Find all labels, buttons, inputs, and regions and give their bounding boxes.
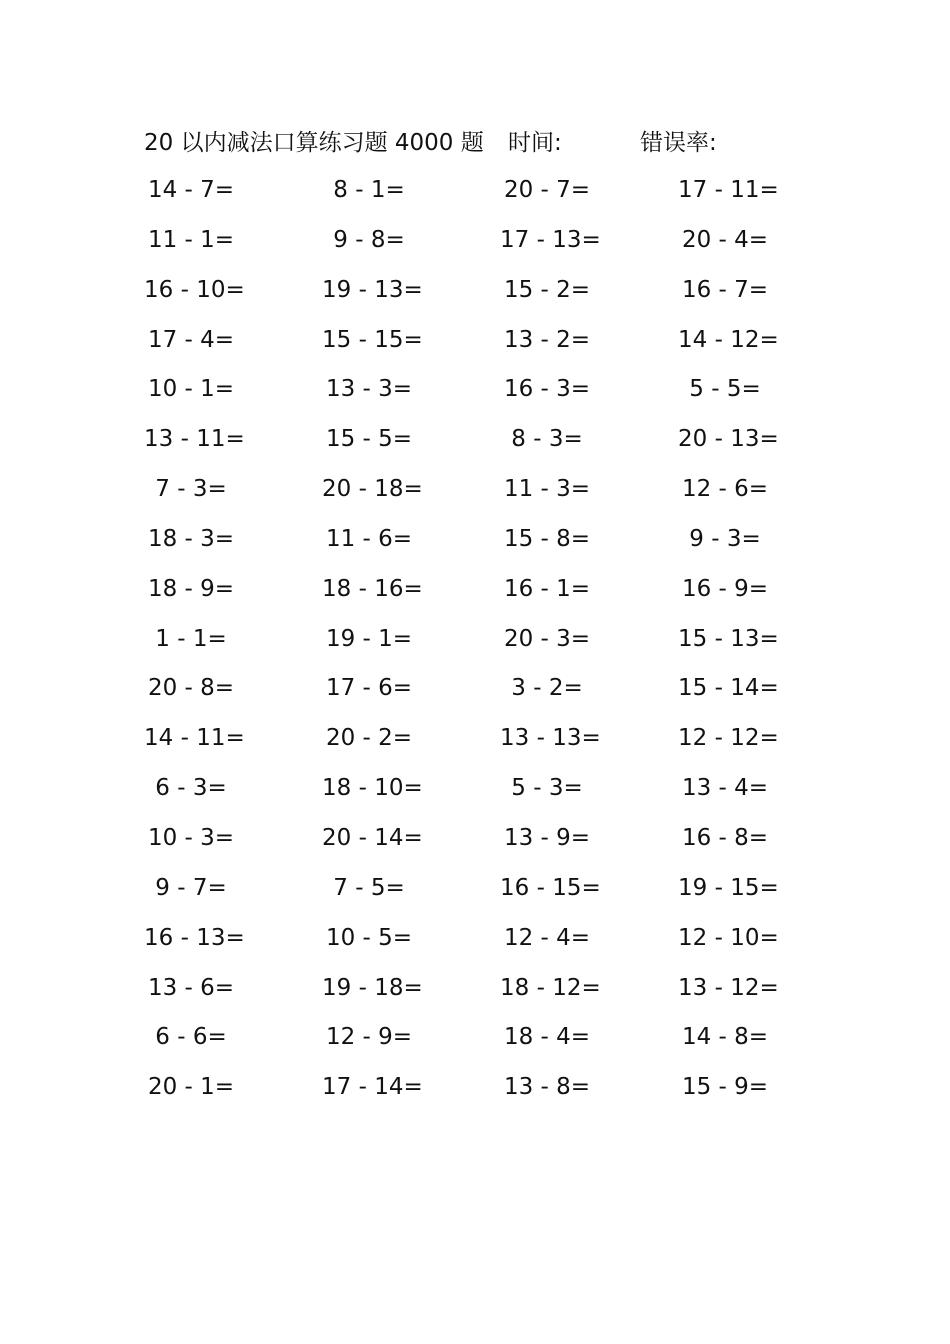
problem-item: 14 - 11= [144,725,245,752]
problem-item: 10 - 1= [147,376,235,403]
problem-item: 15 - 5= [325,426,413,453]
problem-item: 19 - 1= [325,625,413,652]
problem-item: 16 - 1= [503,575,591,602]
problem-item: 12 - 6= [681,476,769,503]
problem-item: 14 - 7= [147,177,235,203]
problem-item: 13 - 2= [503,326,591,353]
problem-item: 20 - 13= [678,426,779,453]
problem-item: 20 - 14= [322,824,423,851]
problem-item: 8 - 1= [333,177,405,203]
problem-item: 16 - 3= [503,376,591,403]
problem-item: 18 - 12= [500,974,601,1001]
problem-item: 15 - 14= [678,675,779,702]
problem-item: 20 - 8= [147,675,235,702]
problem-item: 15 - 9= [681,1074,769,1101]
problem-item: 17 - 6= [325,675,413,702]
problem-item: 12 - 9= [325,1024,413,1051]
worksheet-header [144,125,844,161]
problem-item: 9 - 7= [155,874,227,901]
problem-item: 10 - 5= [325,924,413,951]
problem-item: 17 - 13= [500,226,601,253]
problem-item: 13 - 8= [503,1074,591,1101]
error-rate-label: 错误率: [640,130,717,156]
problem-item: 20 - 2= [325,725,413,752]
problem-item: 20 - 4= [681,226,769,253]
problem-item: 16 - 7= [681,276,769,303]
problem-item: 9 - 3= [689,525,761,552]
problem-item: 6 - 6= [155,1024,227,1051]
problem-item: 16 - 15= [500,874,601,901]
problem-item: 5 - 3= [511,775,583,802]
problem-item: 19 - 13= [322,276,423,303]
problem-item: 19 - 18= [322,974,423,1001]
problem-item: 13 - 6= [147,974,235,1001]
problem-item: 12 - 12= [678,725,779,752]
problem-item: 10 - 3= [147,824,235,851]
time-label: 时间: [508,130,562,156]
problem-item: 1 - 1= [155,625,227,652]
problem-item: 13 - 9= [503,824,591,851]
problem-item: 14 - 8= [681,1024,769,1051]
problem-item: 7 - 3= [155,476,227,503]
problem-item: 13 - 11= [144,426,245,453]
problem-item: 12 - 10= [678,924,779,951]
problem-item: 17 - 4= [147,326,235,353]
problem-item: 20 - 1= [147,1074,235,1101]
problem-item: 16 - 10= [144,276,245,303]
problem-item: 9 - 8= [333,226,405,253]
problem-item: 18 - 9= [147,575,235,602]
problem-item: 12 - 4= [503,924,591,951]
problem-item: 15 - 15= [322,326,423,353]
problem-item: 5 - 5= [689,376,761,403]
problem-item: 16 - 8= [681,824,769,851]
problem-item: 17 - 11= [678,177,779,203]
problem-item: 11 - 6= [325,525,413,552]
problem-item: 20 - 7= [503,177,591,203]
problem-item: 16 - 9= [681,575,769,602]
problem-item: 11 - 1= [147,226,235,253]
problem-item: 6 - 3= [155,775,227,802]
problem-item: 18 - 16= [322,575,423,602]
worksheet-title: 20 以内减法口算练习题 4000 题 [144,130,484,156]
problem-item: 20 - 3= [503,625,591,652]
problem-item: 20 - 18= [322,476,423,503]
problem-item: 18 - 10= [322,775,423,802]
problem-grid [144,172,824,1119]
problem-item: 13 - 13= [500,725,601,752]
problem-item: 15 - 8= [503,525,591,552]
problem-item: 15 - 2= [503,276,591,303]
problem-item: 13 - 4= [681,775,769,802]
problem-item: 13 - 3= [325,376,413,403]
problem-item: 3 - 2= [511,675,583,702]
problem-item: 18 - 4= [503,1024,591,1051]
problem-item: 16 - 13= [144,924,245,951]
problem-item: 8 - 3= [511,426,583,453]
problem-item: 14 - 12= [678,326,779,353]
problem-item: 7 - 5= [333,874,405,901]
problem-item: 17 - 14= [322,1074,423,1101]
problem-item: 13 - 12= [678,974,779,1001]
problem-item: 11 - 3= [503,476,591,503]
problem-item: 18 - 3= [147,525,235,552]
problem-item: 19 - 15= [678,874,779,901]
problem-item: 15 - 13= [678,625,779,652]
